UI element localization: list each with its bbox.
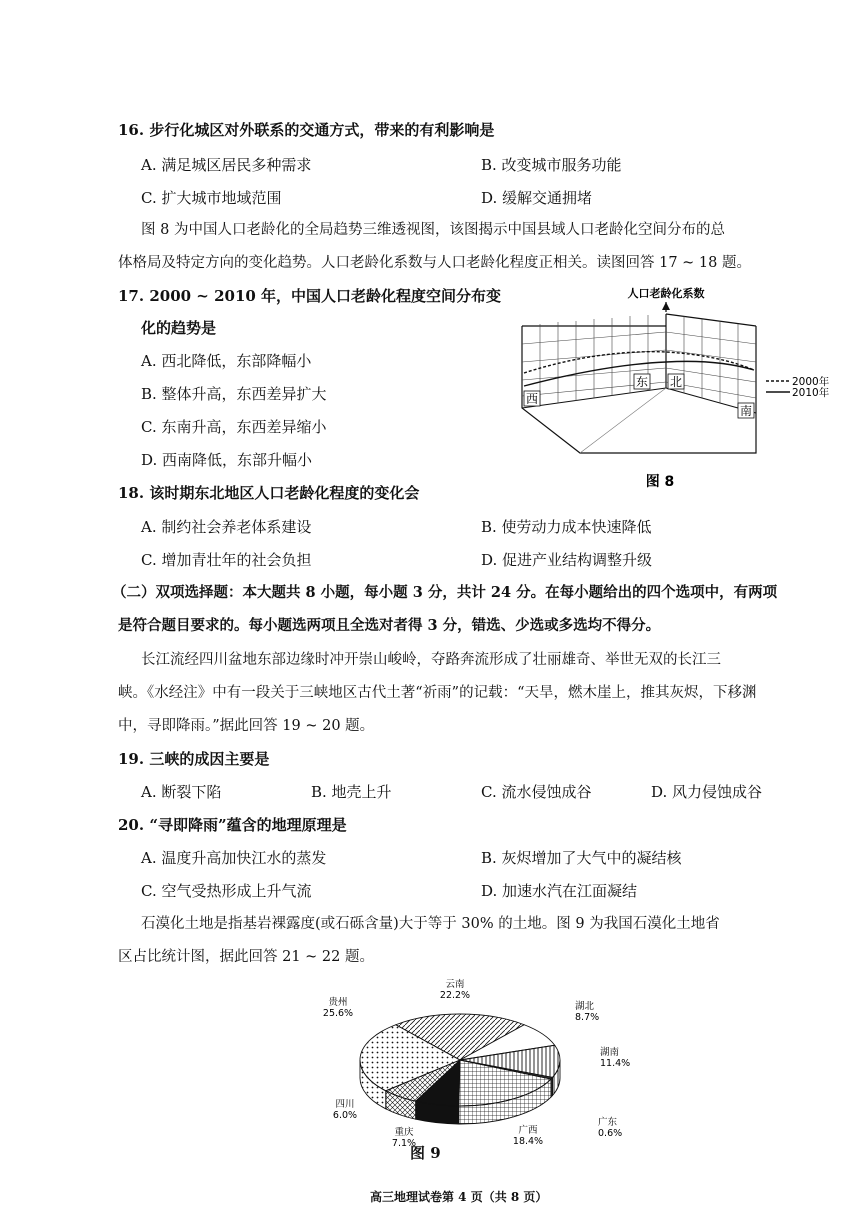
q17-option-c: C. 东南升高，东西差异缩小 — [141, 418, 327, 436]
fig9-caption: 图 9 — [410, 1144, 441, 1162]
page-footer: 高三地理试卷第 4 页（共 8 页） — [370, 1190, 548, 1204]
q20-option-c: C. 空气受热形成上升气流 — [141, 882, 312, 900]
pie-label-name-3: 湖南 — [600, 1047, 620, 1058]
q17-option-a: A. 西北降低，东部降幅小 — [141, 352, 312, 370]
intro-19-line-1: 长江流经四川盆地东部边缘时冲开崇山峻岭，夺路奔流形成了壮丽雄奇、举世无双的长江三 — [141, 652, 721, 668]
pie-label-value-7: 6.0% — [332, 1110, 358, 1121]
figure-9-pie-chart — [300, 975, 640, 1155]
pie-label-name-8: 贵州 — [328, 997, 348, 1008]
q18-option-b: B. 使劳动力成本快速降低 — [481, 518, 652, 536]
q20-option-a: A. 温度升高加快江水的蒸发 — [141, 849, 327, 867]
q16-option-a: A. 满足城区居民多种需求 — [141, 156, 312, 174]
pie-label-value-4: 0.6% — [598, 1128, 623, 1139]
intro-19-line-3: 中，寻即降雨。”据此回答 19 ~ 20 题。 — [118, 718, 375, 734]
q18-option-a: A. 制约社会养老体系建设 — [141, 518, 312, 536]
intro-17-line-1: 图 8 为中国人口老龄化的全局趋势三维透视图，该图揭示中国县域人口老龄化空间分布的总 — [141, 222, 725, 238]
pie-label-value-8: 25.6% — [322, 1008, 354, 1019]
q18-stem: 18. 该时期东北地区人口老龄化程度的变化会 — [118, 484, 420, 502]
q19-option-a: A. 断裂下陷 — [141, 783, 222, 801]
pie-label-value-6: 7.1% — [391, 1138, 417, 1149]
fig8-arrow-head — [662, 302, 670, 310]
q19-option-c: C. 流水侵蚀成谷 — [481, 783, 592, 801]
pie-label-value-2: 8.7% — [575, 1012, 600, 1023]
q19-option-d: D. 风力侵蚀成谷 — [651, 783, 763, 801]
intro-21-line-2: 区占比统计图，据此回答 21 ~ 22 题。 — [118, 949, 374, 965]
q18-option-c: C. 增加青壮年的社会负担 — [141, 551, 312, 569]
fig8-curve-2000 — [524, 352, 754, 373]
figure-8-3d-trend — [510, 278, 840, 498]
intro-21-line-1: 石漠化土地是指基岩裸露度(或石砾含量)大于等于 30% 的土地。图 9 为我国石漠化土地省 — [141, 916, 720, 932]
pie-label-name-6: 重庆 — [394, 1127, 414, 1138]
legend-2000-label: 2000年 — [792, 376, 830, 388]
q19-stem: 19. 三峡的成因主要是 — [118, 750, 270, 768]
q16-stem: 16. 步行化城区对外联系的交通方式，带来的有利影响是 — [118, 121, 495, 139]
fig8-axis-label: 人口老龄化系数 — [627, 287, 705, 300]
q18-option-d: D. 促进产业结构调整升级 — [481, 551, 653, 569]
q20-stem: 20. “寻即降雨”蕴含的地理原理是 — [118, 816, 347, 834]
q17-option-b: B. 整体升高，东西差异扩大 — [141, 385, 327, 403]
section-2-rules: 是符合题目要求的。每小题选两项且全选对者得 3 分，错选、少选或多选均不得分。 — [118, 617, 661, 634]
section-2-heading: （二）双项选择题：本大题共 8 小题，每小题 3 分，共计 24 分。在每小题给出的四个选项中，有两项 — [112, 584, 778, 601]
fig8-label-south: 南 — [739, 404, 753, 418]
intro-19-line-2: 峡。《水经注》中有一段关于三峡地区古代土著“祈雨”的记载：“天旱，燃木崖上，推其灰烬，下移渊 — [118, 685, 757, 701]
pie-label-name-7: 四川 — [335, 1099, 355, 1110]
pie-label-value-3: 11.4% — [600, 1058, 631, 1069]
fig8-label-north: 北 — [669, 375, 683, 389]
pie-label-name-4: 广东 — [598, 1117, 618, 1128]
q17-stem: 17. 2000 ~ 2010 年，中国人口老龄化程度空间分布变 — [118, 287, 502, 305]
pie-label-name-5: 广西 — [518, 1125, 538, 1136]
pie-label-name-1: 云南 — [445, 979, 465, 990]
pie-label-value-1: 22.2% — [439, 990, 471, 1001]
q17-stem-cont: 化的趋势是 — [141, 319, 217, 337]
fig8-grid — [522, 315, 756, 408]
fig8-caption: 图 8 — [645, 474, 675, 490]
q16-option-d: D. 缓解交通拥堵 — [481, 189, 593, 207]
intro-17-line-2: 体格局及特定方向的变化趋势。人口老龄化系数与人口老龄化程度正相关。读图回答 17 ~ 18 题。 — [118, 255, 751, 271]
fig8-label-east: 东 — [635, 375, 649, 389]
q17-option-d: D. 西南降低，东部升幅小 — [141, 451, 313, 469]
q20-option-d: D. 加速水汽在江面凝结 — [481, 882, 638, 900]
legend-2010-label: 2010年 — [792, 387, 830, 399]
q16-option-b: B. 改变城市服务功能 — [481, 156, 622, 174]
fig8-label-west: 西 — [525, 392, 539, 406]
pie-label-name-2: 湖北 — [575, 1001, 595, 1012]
q20-option-b: B. 灰烬增加了大气中的凝结核 — [481, 849, 682, 867]
pie-label-value-5: 18.4% — [512, 1136, 544, 1147]
q19-option-b: B. 地壳上升 — [311, 783, 392, 801]
q16-option-c: C. 扩大城市地域范围 — [141, 189, 282, 207]
